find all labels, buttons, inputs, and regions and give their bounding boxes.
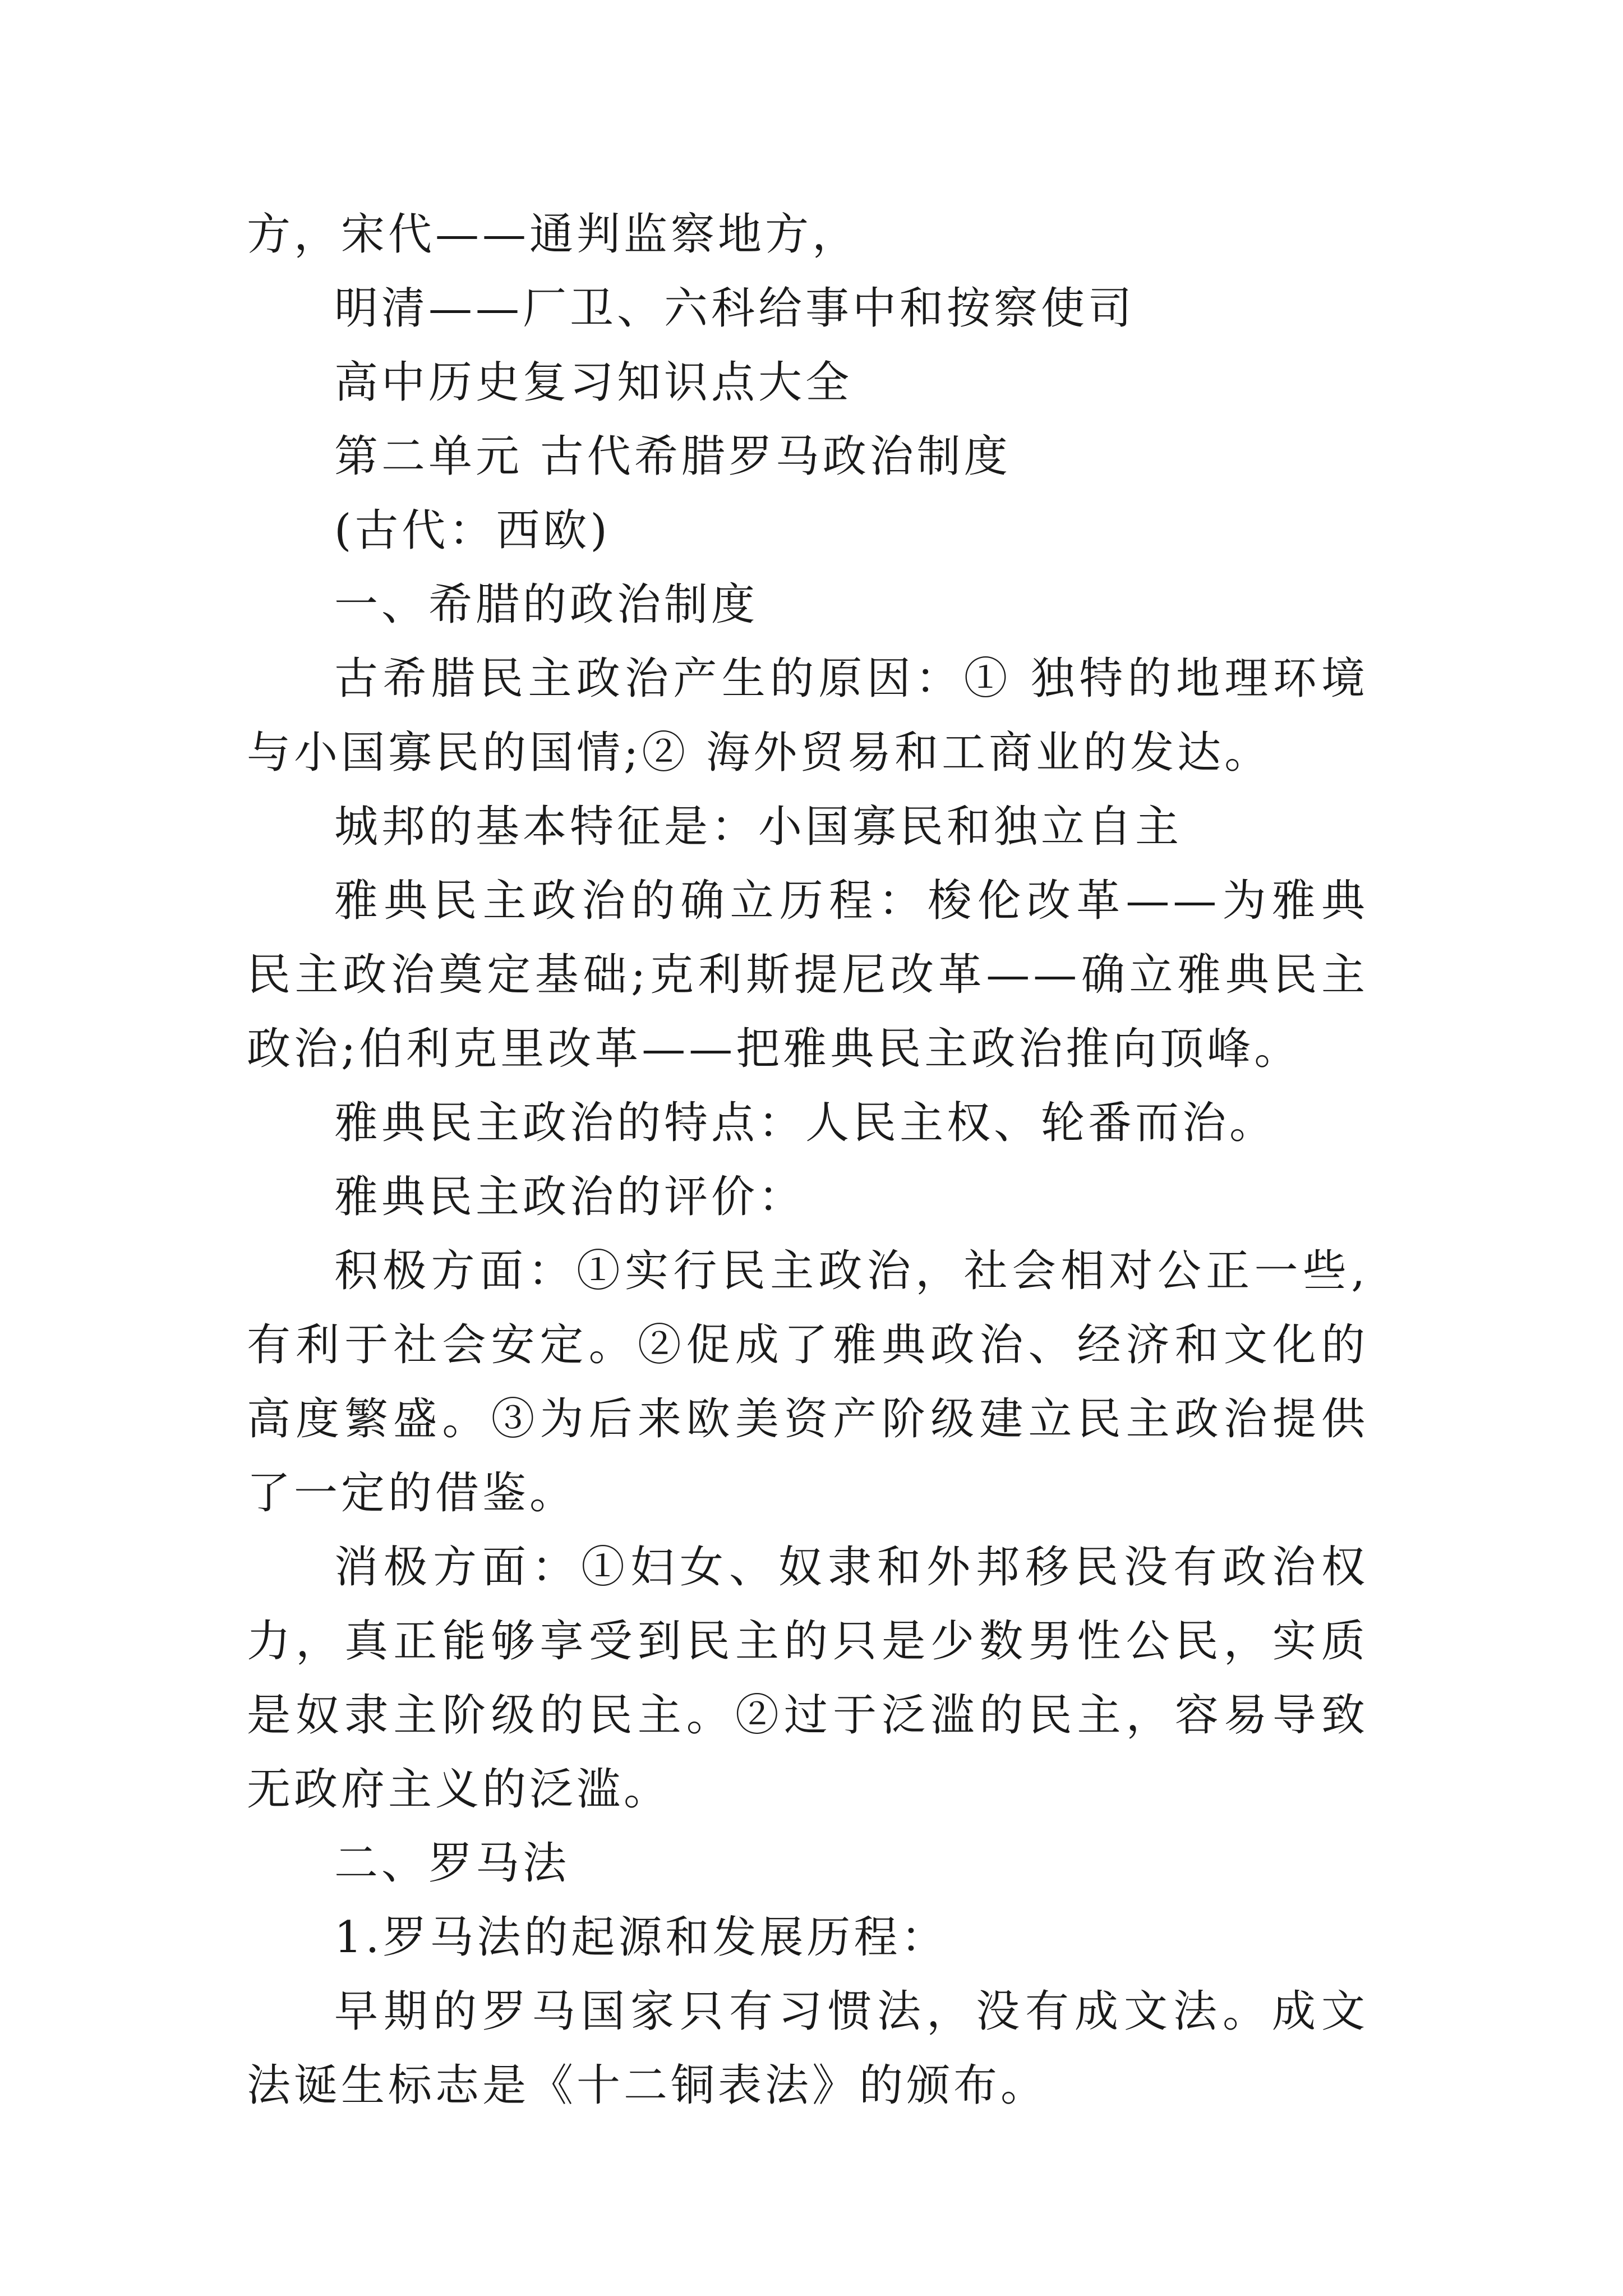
paragraph-continuation: 方，宋代——通判监察地方，: [247, 209, 860, 260]
document-body: [247, 197, 1368, 2123]
paragraph-positive-aspects: 积极方面：①实行民主政治，社会相对公正一些,有利于社会安定。②促成了雅典政治、经济和文化的高度繁盛。③为后来欧美资产阶级建立民主政治提供了一定的借鉴。: [247, 1246, 1368, 1519]
section-heading-greece: 一、希腊的政治制度: [334, 579, 759, 630]
paragraph-negative-aspects: 消极方面：①妇女、奴隶和外邦移民没有政治权力，真正能够享受到民主的只是少数男性公民，实质是奴隶主阶级的民主。②过于泛滥的民主，容易导致无政府主义的泛滥。: [247, 1542, 1368, 1815]
unit-heading: 第二单元 古代希腊罗马政治制度: [334, 431, 1011, 482]
paragraph-twelve-tables: 早期的罗马国家只有习惯法，没有成文法。成文法诞生标志是《十二铜表法》的颁布。: [247, 1986, 1368, 2111]
paragraph-athens-characteristics: 雅典民主政治的特点：人民主权、轮番而治。: [334, 1098, 1277, 1148]
paragraph-athens-evaluation: 雅典民主政治的评价：: [334, 1172, 806, 1222]
paragraph-ming-qing: 明清——厂卫、六科给事中和按察使司: [334, 283, 1136, 334]
subsection-heading-roman-law-origin: 1.罗马法的起源和发展历程：: [334, 1912, 948, 1963]
section-heading-roman-law: 二、罗马法: [334, 1838, 570, 1889]
paragraph-city-state-features: 城邦的基本特征是：小国寡民和独立自主: [334, 802, 1183, 852]
paragraph-greek-democracy-causes: 古希腊民主政治产生的原因：① 独特的地理环境与小国寡民的国情;② 海外贸易和工商业的发达。: [247, 654, 1368, 778]
document-title: 高中历史复习知识点大全: [334, 357, 853, 408]
paragraph-athens-establishment: 雅典民主政治的确立历程：梭伦改革——为雅典民主政治奠定基础;克利斯提尼改革——确立雅典民主政治;伯利克里改革——把雅典民主政治推向顶峰。: [247, 876, 1368, 1074]
unit-subheading: (古代：西欧): [334, 505, 611, 556]
